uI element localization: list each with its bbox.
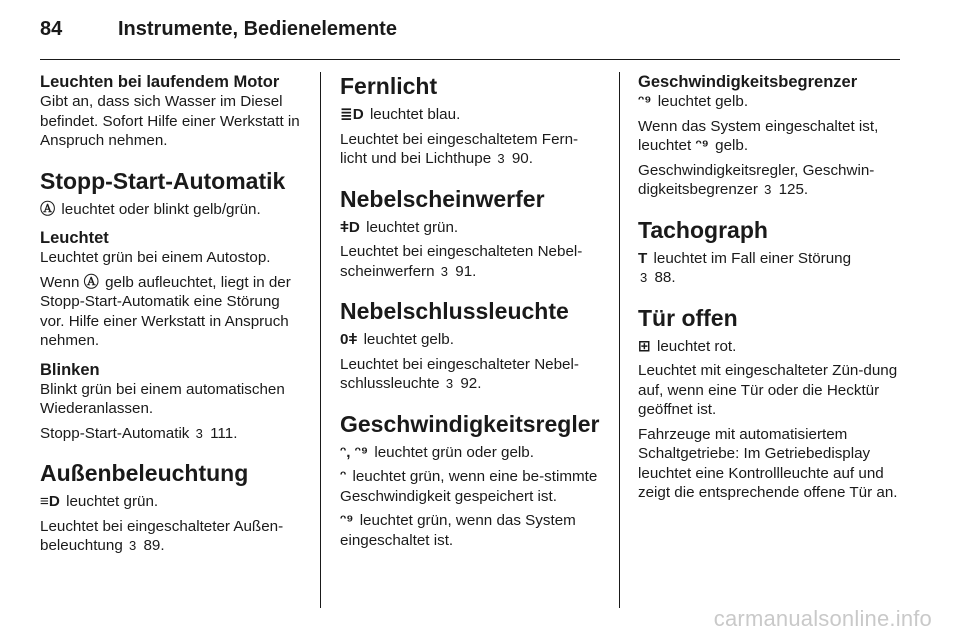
column-3 <box>638 72 900 503</box>
paragraph-ref-stopp-start <box>40 424 302 444</box>
paragraph-nebel-indicator <box>340 218 602 238</box>
wenn-text: Wenn <box>40 273 80 291</box>
stopp-start-icon: Ⓐ <box>40 200 56 218</box>
heading-stopp-start: Stopp-Start-Automatik <box>40 167 286 194</box>
page-reference-icon: 3 <box>764 182 772 197</box>
ref-page: 90. <box>511 150 533 167</box>
page-reference-icon: 3 <box>195 425 203 441</box>
schluss-desc: Leuchtet bei eingeschalteter Nebel-schlussleuchte <box>340 355 579 392</box>
regler-desc-2: leuchtet grün, wenn das System eingeschaltet ist. <box>340 512 576 549</box>
paragraph-tuer-1: Leuchtet mit eingeschalteter Zün-dung auf, wenn eine Tür oder die Hecktür geöffnet ist. <box>638 362 898 418</box>
column-2 <box>340 72 602 550</box>
heading-nebelscheinwerfer: Nebelscheinwerfer <box>340 185 545 212</box>
page-reference-icon: 3 <box>497 151 505 166</box>
subheading-leuchtet: Leuchtet <box>40 229 109 247</box>
page-reference-icon: 3 <box>440 263 449 279</box>
nebel-desc: Leuchtet bei eingeschalteten Nebel-scheinwerfern <box>340 243 583 280</box>
nebel-text: leuchtet grün. <box>366 218 459 236</box>
paragraph-blinken: Blinkt grün bei einem automatischen Wiederanlassen. <box>40 380 285 417</box>
tacho-text: leuchtet im Fall einer Störung <box>653 249 852 267</box>
page-number: 84 <box>40 18 63 40</box>
ref-page: 92. <box>460 375 482 392</box>
subheading-blinken: Blinken <box>40 360 100 379</box>
heading-geschwindigkeitsregler: Geschwindigkeitsregler <box>340 410 600 437</box>
rear-fog-light-icon: 0ǂ <box>340 331 358 348</box>
heading-aussenbeleuchtung: Außenbeleuchtung <box>40 460 249 486</box>
paragraph-schluss-indicator <box>340 330 602 350</box>
beg-desc-2: Geschwindigkeitsregler, Geschwin-digkeitsbegrenzer <box>638 161 875 198</box>
page-title: Instrumente, Bedienelemente <box>118 18 397 40</box>
ref-page: 89. <box>143 537 165 554</box>
page-header <box>40 18 397 48</box>
page-reference-icon: 3 <box>129 538 137 553</box>
paragraph-regler-indicator <box>340 443 602 463</box>
beg-desc-1: Wenn das System eingeschaltet ist, leuchtet <box>638 117 879 154</box>
paragraph-motor: Gibt an, dass sich Wasser im Diesel befindet. Sofort Hilfe einer Werkstatt in Anspruch nehmen. <box>40 93 300 149</box>
regler-desc-1: leuchtet grün, wenn eine be-stimmte Geschwindigkeit gespeichert ist. <box>340 468 598 505</box>
watermark: carmanualsonline.info <box>713 606 932 631</box>
speed-limiter-icon: ᵔ⁹ <box>695 137 709 154</box>
paragraph-stopp-start-indicator <box>40 200 302 220</box>
speed-limiter-icon: ᵔ⁹ <box>638 93 652 110</box>
paragraph-beg-1 <box>638 117 900 156</box>
column-1 <box>40 72 302 556</box>
high-beam-icon: ≣D <box>340 106 364 123</box>
stopp-start-icon: Ⓐ <box>83 273 99 291</box>
schluss-text: leuchtet gelb. <box>363 331 454 348</box>
heading-tachograph: Tachograph <box>638 216 768 243</box>
heading-nebelschlussleuchte: Nebelschlussleuchte <box>340 298 569 324</box>
fog-light-icon: ǂD <box>340 218 360 236</box>
cruise-control-active-icon: ᵔ⁹ <box>340 512 354 529</box>
regler-text: leuchtet grün oder gelb. <box>374 443 534 461</box>
cruise-control-icon: ᵔ <box>340 468 347 485</box>
heading-fernlicht: Fernlicht <box>340 73 438 99</box>
paragraph-schluss <box>340 355 602 394</box>
door-open-icon: ⊞ <box>638 337 651 355</box>
page-reference-icon: 3 <box>640 270 648 285</box>
fern-text: leuchtet blau. <box>369 106 461 123</box>
paragraph-aussen-indicator <box>40 492 302 512</box>
paragraph-tacho <box>638 249 900 288</box>
paragraph-nebel <box>340 242 602 281</box>
aussen-desc: Leuchtet bei eingeschalteter Außen-beleuchtung <box>40 517 284 554</box>
paragraph-regler-2 <box>340 511 602 550</box>
ref-page: 125. <box>778 181 809 198</box>
column-rule-1 <box>320 72 321 608</box>
paragraph-aussen <box>40 517 302 556</box>
heading-tuer-offen: Tür offen <box>638 304 738 331</box>
tuer-text: leuchtet rot. <box>656 337 737 355</box>
ref-page: 111. <box>210 424 238 442</box>
subheading-begrenzer: Geschwindigkeitsbegrenzer <box>638 73 858 91</box>
paragraph-tuer-indicator <box>638 337 900 357</box>
ref-page: 91. <box>455 262 477 280</box>
page-reference-icon: 3 <box>445 376 454 391</box>
exterior-light-icon: ≡D <box>40 493 60 510</box>
ref-page: 88. <box>654 269 676 286</box>
beg-desc-1-end: gelb. <box>715 137 749 154</box>
paragraph-tuer-2: Fahrzeuge mit automatisiertem Schaltgetriebe: Im Getriebedisplay leuchtet eine Kontrollleuchte auf und zeigt die entsprechende offene Tür an. <box>638 425 898 501</box>
subheading-motor: Leuchten bei laufendem Motor <box>40 73 280 91</box>
ref-text: Stopp-Start-Automatik <box>40 424 190 442</box>
header-rule <box>40 59 900 60</box>
fern-desc: Leuchtet bei eingeschaltetem Fern-licht und bei Lichthupe <box>340 130 579 167</box>
paragraph-leuchtet: Leuchtet grün bei einem Autostop. <box>40 249 271 266</box>
paragraph-beg-indicator <box>638 92 900 112</box>
paragraph-fern-indicator <box>340 105 602 125</box>
aussen-text: leuchtet grün. <box>66 493 159 510</box>
wenn-text-rest: gelb aufleuchtet, liegt in der Stopp-Start-Automatik eine Störung vor. Hilfe einer Werkstatt in Anspruch nehmen. <box>40 273 291 349</box>
paragraph-beg-2 <box>638 161 900 200</box>
paragraph-fern <box>340 130 602 169</box>
paragraph-wenn <box>40 273 302 351</box>
tachograph-icon: T <box>638 249 648 267</box>
column-rule-2 <box>619 72 620 608</box>
beg-text: leuchtet gelb. <box>657 93 749 110</box>
paragraph-regler-1 <box>340 467 602 506</box>
cruise-control-icon: ᵔ, ᵔ⁹ <box>340 443 369 461</box>
stopp-start-text: leuchtet oder blinkt gelb/grün. <box>61 200 261 218</box>
